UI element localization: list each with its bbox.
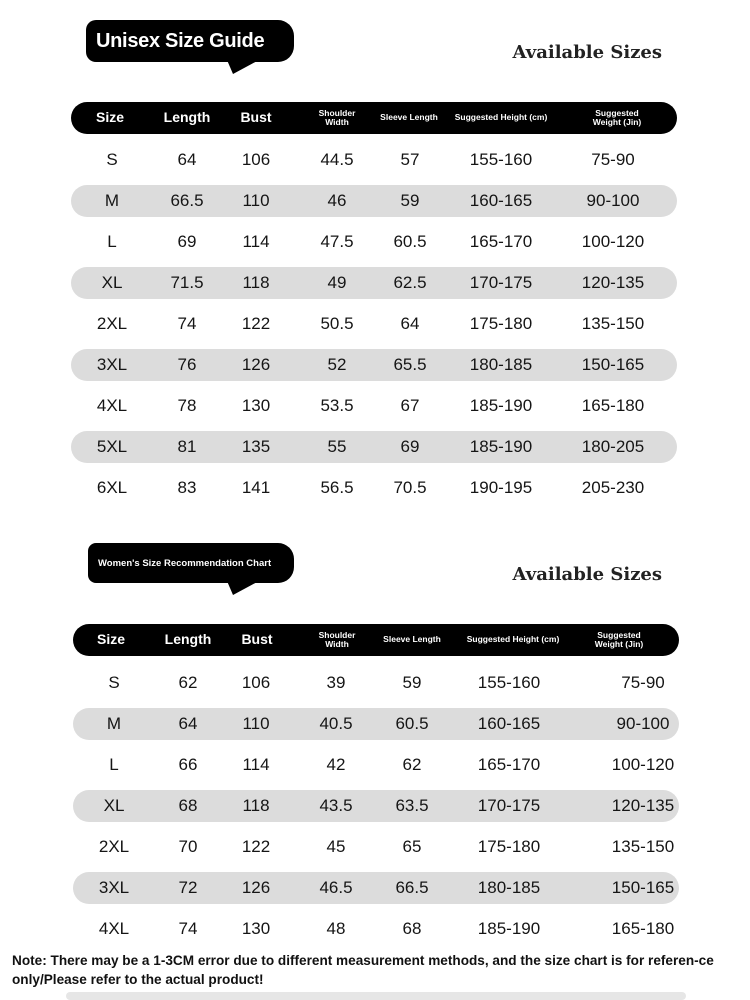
table-cell: 114	[242, 232, 270, 251]
table-cell: 55	[327, 437, 347, 456]
women-bubble-tail	[227, 581, 259, 595]
table-cell: 53.5	[320, 396, 354, 415]
table-cell: 150-165	[581, 355, 645, 374]
table-cell: 64	[177, 150, 197, 169]
unisex-bubble-tail	[227, 60, 259, 74]
table-cell: 3XL	[96, 355, 128, 374]
table-cell: 69	[400, 437, 420, 456]
table-cell: 66.5	[170, 191, 204, 210]
table-cell: 90-100	[586, 191, 640, 210]
table-cell: XL	[103, 796, 125, 815]
women-title: Women's Size Recommendation Chart	[98, 557, 272, 569]
table-cell: 100-120	[611, 755, 675, 774]
women-available-sizes-label: Available Sizes	[512, 564, 662, 585]
table-cell: 155-160	[469, 150, 533, 169]
table-cell: 70.5	[393, 478, 427, 497]
table-row	[71, 267, 677, 299]
table-cell: 64	[400, 314, 420, 333]
table-cell: 68	[402, 919, 422, 938]
table-row	[73, 913, 679, 945]
table-cell: 59	[400, 191, 420, 210]
table-row	[73, 790, 679, 822]
table-cell: 160-165	[469, 191, 533, 210]
table-row	[71, 431, 677, 463]
table-cell: 57	[400, 150, 420, 169]
unisex-table-header	[71, 102, 677, 134]
table-cell: 120-135	[611, 796, 675, 815]
table-cell: 165-180	[581, 396, 645, 415]
table-cell: 3XL	[98, 878, 130, 897]
table-cell: L	[109, 755, 119, 774]
table-cell: L	[107, 232, 117, 251]
table-cell: 180-205	[581, 437, 645, 456]
table-cell: 4XL	[98, 919, 130, 938]
table-cell: 50.5	[320, 314, 354, 333]
header-bust: Bust	[241, 631, 273, 648]
header-size: Size	[95, 109, 125, 126]
table-cell: 2XL	[98, 837, 130, 856]
table-cell: 165-170	[477, 755, 541, 774]
table-row	[73, 831, 679, 863]
table-row	[71, 226, 677, 258]
table-cell: 52	[327, 355, 347, 374]
table-cell: 90-100	[616, 714, 670, 733]
table-cell: 56.5	[320, 478, 354, 497]
table-cell: 126	[241, 878, 271, 897]
table-cell: 47.5	[320, 232, 354, 251]
table-cell: S	[106, 150, 118, 169]
table-row	[73, 872, 679, 904]
table-row	[73, 667, 679, 699]
table-cell: S	[108, 673, 120, 692]
table-cell: 45	[326, 837, 346, 856]
table-cell: 48	[326, 919, 346, 938]
table-cell: 69	[177, 232, 197, 251]
table-cell: 62.5	[393, 273, 427, 292]
table-cell: 135	[241, 437, 271, 456]
table-cell: M	[106, 714, 122, 733]
table-cell: XL	[101, 273, 123, 292]
table-cell: 39	[326, 673, 346, 692]
table-cell: 126	[241, 355, 271, 374]
table-cell: 106	[241, 673, 271, 692]
table-cell: 46.5	[319, 878, 353, 897]
table-cell: 135-150	[581, 314, 645, 333]
table-cell: 66.5	[395, 878, 429, 897]
table-cell: 122	[241, 837, 271, 856]
table-row	[73, 749, 679, 781]
table-cell: 170-175	[469, 273, 533, 292]
table-cell: 4XL	[96, 396, 128, 415]
table-cell: 71.5	[170, 273, 204, 292]
women-table-header	[73, 624, 679, 656]
unisex-available-sizes-label: Available Sizes	[512, 42, 662, 63]
table-cell: 49	[327, 273, 347, 292]
bottom-divider	[66, 992, 686, 1000]
table-cell: 66	[178, 755, 198, 774]
table-cell: 60.5	[393, 232, 427, 251]
table-cell: 46	[327, 191, 347, 210]
table-row	[71, 185, 677, 217]
table-cell: 100-120	[581, 232, 645, 251]
table-cell: 76	[177, 355, 197, 374]
table-cell: 185-190	[477, 919, 541, 938]
table-row	[71, 308, 677, 340]
table-cell: 122	[241, 314, 271, 333]
table-cell: 74	[178, 919, 198, 938]
header-shoulder-width: Shoulder Width	[318, 629, 356, 649]
table-cell: 64	[178, 714, 198, 733]
table-cell: 78	[177, 396, 197, 415]
header-suggested-height: Suggested Height (cm)	[466, 634, 560, 645]
table-cell: 74	[177, 314, 197, 333]
table-cell: 2XL	[96, 314, 128, 333]
table-cell: 40.5	[319, 714, 353, 733]
table-cell: 44.5	[320, 150, 354, 169]
table-cell: 83	[177, 478, 197, 497]
table-cell: 75-90	[591, 150, 635, 169]
table-cell: 6XL	[96, 478, 128, 497]
table-cell: 67	[400, 396, 420, 415]
header-bust: Bust	[240, 109, 272, 126]
table-cell: 110	[242, 191, 270, 210]
header-length: Length	[164, 631, 212, 648]
table-cell: 185-190	[469, 437, 533, 456]
table-cell: 180-185	[477, 878, 541, 897]
table-cell: 165-170	[469, 232, 533, 251]
unisex-title: Unisex Size Guide	[96, 29, 265, 52]
table-cell: 185-190	[469, 396, 533, 415]
table-cell: 150-165	[611, 878, 675, 897]
header-size: Size	[96, 631, 126, 648]
table-cell: 160-165	[477, 714, 541, 733]
header-shoulder-width: Shoulder Width	[318, 107, 356, 127]
table-cell: 118	[242, 273, 270, 292]
table-cell: 75-90	[621, 673, 665, 692]
header-length: Length	[163, 109, 211, 126]
table-row	[71, 390, 677, 422]
table-cell: 42	[326, 755, 346, 774]
table-cell: 155-160	[477, 673, 541, 692]
header-suggested-height: Suggested Height (cm)	[454, 112, 548, 123]
table-cell: 63.5	[395, 796, 429, 815]
header-suggested-weight: Suggested Weight (Jin)	[592, 107, 642, 127]
table-cell: 60.5	[395, 714, 429, 733]
table-cell: 65	[402, 837, 422, 856]
table-cell: 175-180	[477, 837, 541, 856]
table-cell: 5XL	[96, 437, 128, 456]
table-cell: M	[104, 191, 120, 210]
header-suggested-weight: Suggested Weight (Jin)	[594, 629, 644, 649]
table-cell: 72	[178, 878, 198, 897]
table-cell: 165-180	[611, 919, 675, 938]
unisex-title-bubble	[86, 20, 294, 62]
table-cell: 110	[242, 714, 270, 733]
table-cell: 205-230	[581, 478, 645, 497]
table-cell: 68	[178, 796, 198, 815]
table-cell: 180-185	[469, 355, 533, 374]
header-sleeve-length: Sleeve Length	[383, 634, 441, 645]
table-row	[71, 349, 677, 381]
header-sleeve-length: Sleeve Length	[380, 112, 438, 123]
measurement-note: Note: There may be a 1-3CM error due to different measurement methods, and the size chart is for referen-ce only/Please refer to the actual product!	[12, 953, 714, 987]
women-title-bubble	[88, 543, 294, 583]
table-cell: 170-175	[477, 796, 541, 815]
table-cell: 106	[241, 150, 271, 169]
table-cell: 62	[402, 755, 422, 774]
table-cell: 59	[402, 673, 422, 692]
table-cell: 130	[241, 919, 271, 938]
table-row	[71, 144, 677, 176]
table-cell: 120-135	[581, 273, 645, 292]
table-cell: 130	[241, 396, 271, 415]
table-cell: 114	[242, 755, 270, 774]
table-cell: 81	[177, 437, 197, 456]
table-row	[71, 472, 677, 504]
table-cell: 43.5	[319, 796, 353, 815]
table-cell: 190-195	[469, 478, 533, 497]
table-cell: 70	[178, 837, 198, 856]
table-cell: 141	[241, 478, 271, 497]
table-cell: 62	[178, 673, 198, 692]
table-row	[73, 708, 679, 740]
table-cell: 175-180	[469, 314, 533, 333]
table-cell: 118	[242, 796, 270, 815]
table-cell: 135-150	[611, 837, 675, 856]
table-cell: 65.5	[393, 355, 427, 374]
